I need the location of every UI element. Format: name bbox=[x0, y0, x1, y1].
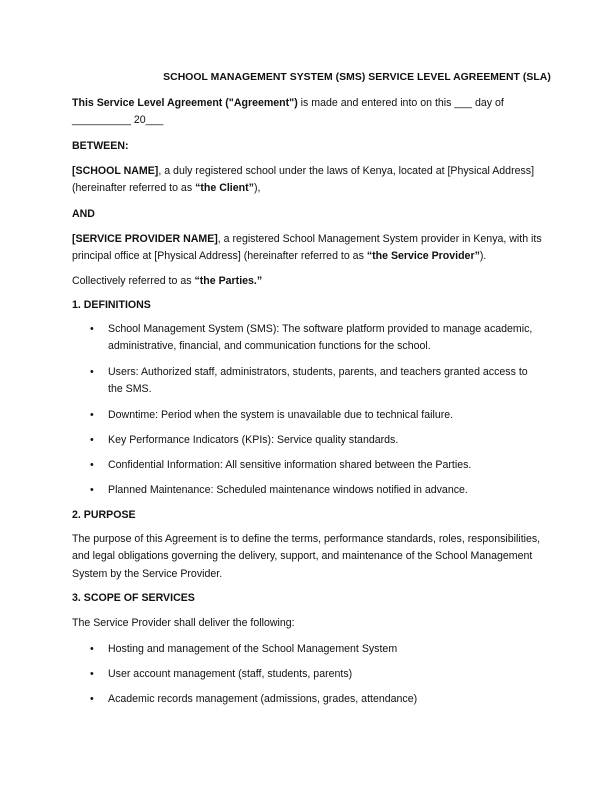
scope-item-text: User account management (staff, students, parents) bbox=[108, 668, 353, 680]
client-end: ), bbox=[253, 182, 261, 195]
bullet-glyph: • bbox=[90, 434, 94, 446]
list-item bbox=[90, 666, 544, 683]
client-text: , a duly registered school under the laws of Kenya, located at [Physical Address] (hereinafter referred to as bbox=[72, 165, 535, 195]
scope-intro: The Service Provider shall deliver the following: bbox=[72, 617, 295, 629]
list-item bbox=[90, 432, 544, 449]
agreement-name: This Service Level Agreement ("Agreement") bbox=[72, 97, 298, 109]
list-item bbox=[90, 641, 544, 658]
collectively-paragraph bbox=[72, 273, 544, 290]
scope-item-text: Hosting and management of the School Management System bbox=[108, 643, 398, 655]
client-name: [SCHOOL NAME] bbox=[72, 165, 159, 177]
between-label: BETWEEN: bbox=[72, 140, 129, 152]
client-ref: “the Client” bbox=[195, 182, 254, 195]
provider-ref: “the Service Provider” bbox=[366, 250, 480, 263]
scope-item-text: Academic records management (admissions, grades, attendance) bbox=[108, 693, 418, 705]
bullet-glyph: • bbox=[90, 668, 94, 680]
intro-text: is made and entered into on this ___ day of bbox=[297, 97, 504, 109]
bullet-glyph: • bbox=[90, 409, 94, 421]
bullet-glyph: • bbox=[90, 323, 94, 335]
bullet-glyph: • bbox=[90, 643, 94, 655]
purpose-heading: 2. PURPOSE bbox=[72, 509, 136, 521]
list-item bbox=[90, 407, 544, 424]
list-item bbox=[90, 691, 544, 708]
list-item bbox=[90, 321, 544, 356]
list-item bbox=[90, 482, 544, 499]
list-item bbox=[90, 364, 544, 399]
provider-end: ). bbox=[479, 250, 487, 263]
intro-paragraph bbox=[72, 95, 544, 130]
client-paragraph bbox=[72, 163, 544, 198]
definition-text: Key Performance Indicators (KPIs): Service quality standards. bbox=[108, 434, 399, 446]
list-item bbox=[90, 457, 544, 474]
definitions-heading: 1. DEFINITIONS bbox=[72, 299, 151, 311]
provider-name: [SERVICE PROVIDER NAME] bbox=[72, 233, 218, 245]
scope-heading: 3. SCOPE OF SERVICES bbox=[72, 592, 195, 604]
collectively-text: Collectively referred to as bbox=[72, 275, 195, 287]
document-title: SCHOOL MANAGEMENT SYSTEM (SMS) SERVICE LEVEL AGREEMENT (SLA) bbox=[163, 72, 551, 83]
and-label: AND bbox=[72, 208, 95, 220]
definition-text: Planned Maintenance: Scheduled maintenance windows notified in advance. bbox=[108, 484, 468, 496]
bullet-glyph: • bbox=[90, 693, 94, 705]
provider-text: , a registered School Management System provider in Kenya, with its principal office at [Physical Address] (hereinafter referred to as bbox=[72, 233, 542, 263]
bullet-glyph: • bbox=[90, 366, 94, 378]
definition-text: Downtime: Period when the system is unavailable due to technical failure. bbox=[108, 409, 454, 421]
purpose-paragraph: The purpose of this Agreement is to define the terms, performance standards, roles, responsibilities, and legal obligations governing the delivery, support, and maintenance of the School Management System by the Service Provider. bbox=[72, 533, 541, 580]
bullet-glyph: • bbox=[90, 459, 94, 471]
parties-ref: “the Parties.” bbox=[194, 275, 263, 287]
definition-text: School Management System (SMS): The software platform provided to manage academic, administrative, financial, and communication functions for the school. bbox=[108, 323, 533, 353]
bullet-glyph: • bbox=[90, 484, 94, 496]
definition-text: Confidential Information: All sensitive information shared between the Parties. bbox=[108, 459, 472, 471]
intro-date-line: __________ 20___ bbox=[72, 114, 164, 127]
provider-paragraph bbox=[72, 231, 544, 266]
definition-text: Users: Authorized staff, administrators, students, parents, and teachers granted access to the SMS. bbox=[108, 366, 528, 396]
